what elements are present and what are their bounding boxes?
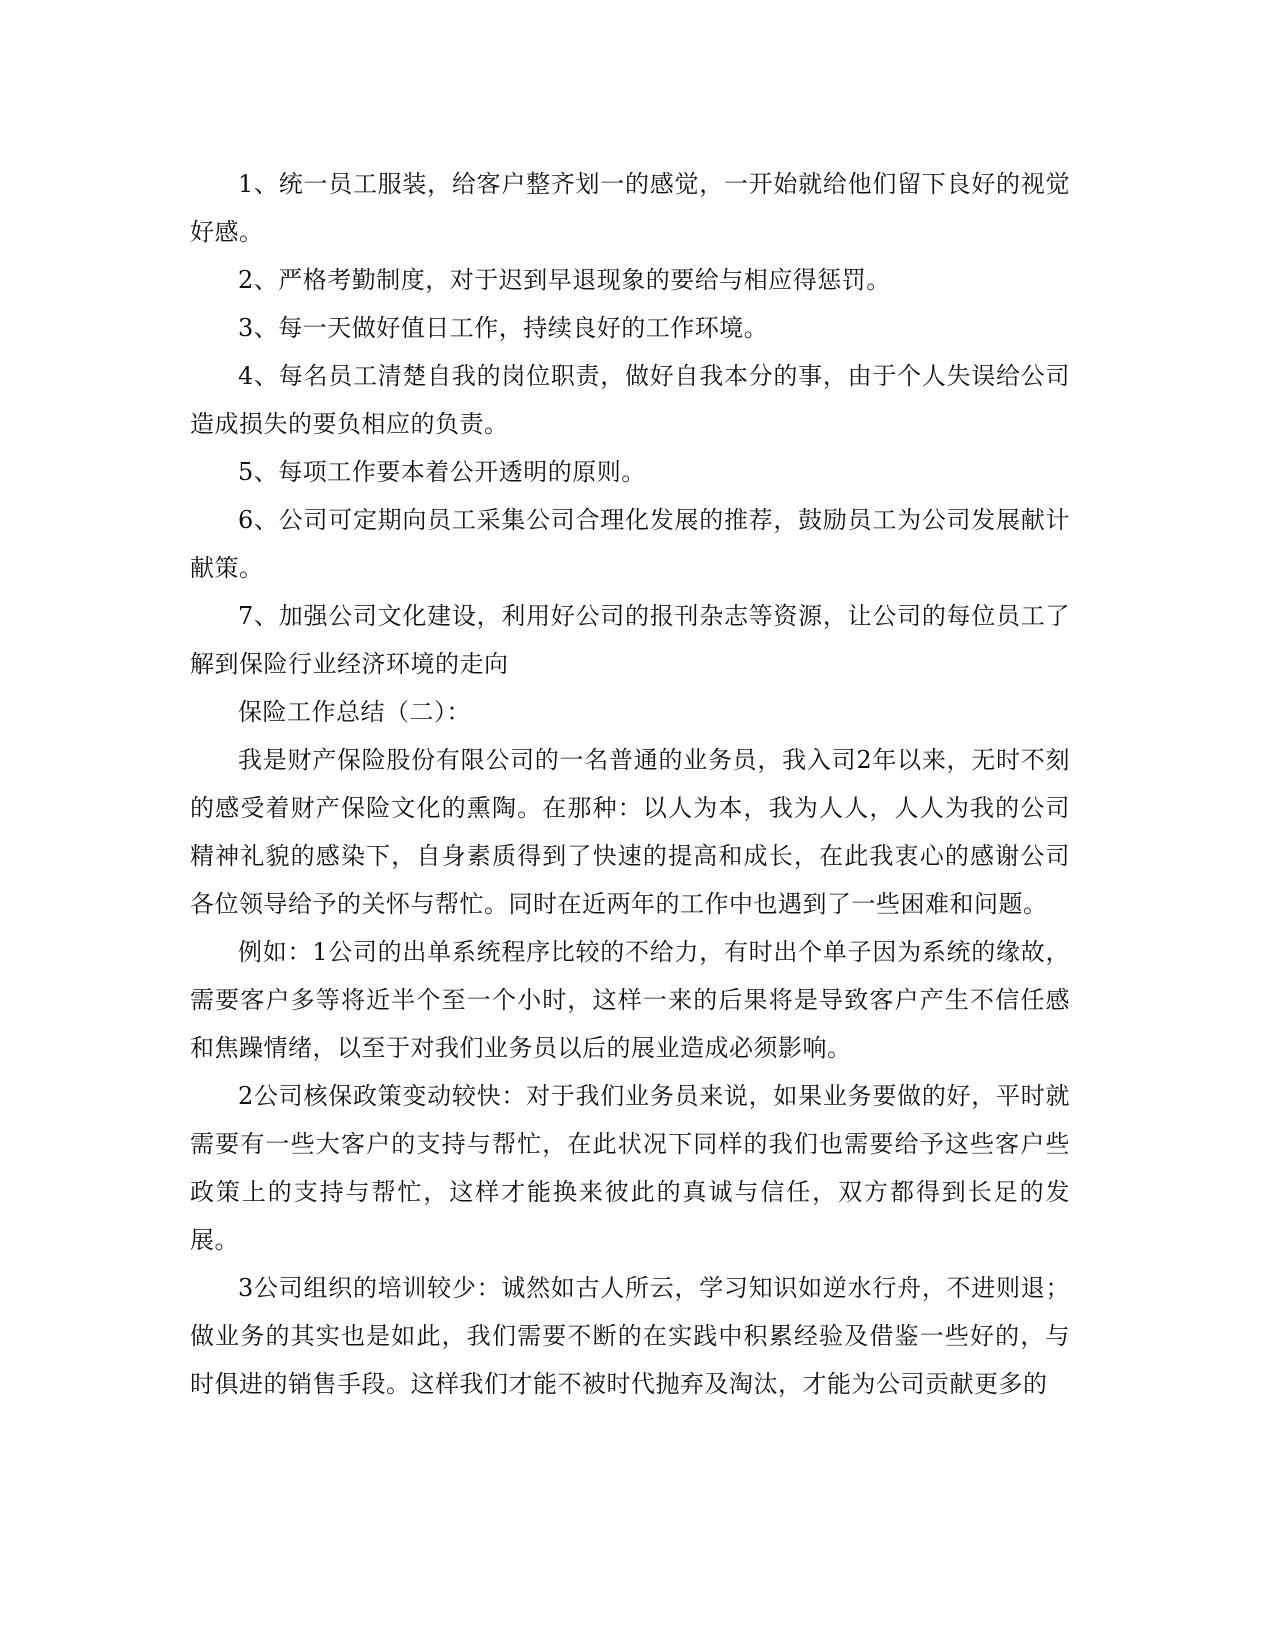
paragraph-item-7: 7、加强公司文化建设，利用好公司的报刊杂志等资源，让公司的每位员工了解到保险行业经济环境的走向 bbox=[190, 602, 1070, 678]
section-heading: 保险工作总结（二）： bbox=[238, 698, 471, 726]
paragraph-item-3: 3、每一天做好值日工作，持续良好的工作环境。 bbox=[238, 314, 769, 342]
document-body bbox=[190, 160, 1070, 1408]
paragraph-item-2: 2、严格考勤制度，对于迟到早退现象的要给与相应得惩罚。 bbox=[238, 266, 891, 294]
problem-paragraph-1: 例如：1公司的出单系统程序比较的不给力，有时出个单子因为系统的缘故，需要客户多等将近半个至一个小时，这样一来的后果将是导致客户产生不信任感和焦躁情绪，以至于对我们业务员以后的展业造成必须影响。 bbox=[190, 938, 1070, 1062]
paragraph-item-5: 5、每项工作要本着公开透明的原则。 bbox=[238, 458, 646, 486]
problem-paragraph-3: 3公司组织的培训较少：诚然如古人所云，学习知识如逆水行舟，不进则退；做业务的其实也是如此，我们需要不断的在实践中积累经验及借鉴一些好的，与时俱进的销售手段。这样我们才能不被时代抛弃及淘汰，才能为公司贡献更多的 bbox=[190, 1274, 1070, 1398]
paragraph-item-1: 1、统一员工服装，给客户整齐划一的感觉，一开始就给他们留下良好的视觉好感。 bbox=[190, 170, 1070, 246]
paragraph-item-4: 4、每名员工清楚自我的岗位职责，做好自我本分的事，由于个人失误给公司造成损失的要负相应的负责。 bbox=[190, 362, 1070, 438]
paragraph-item-6: 6、公司可定期向员工采集公司合理化发展的推荐，鼓励员工为公司发展献计献策。 bbox=[190, 506, 1070, 582]
intro-paragraph: 我是财产保险股份有限公司的一名普通的业务员，我入司2年以来，无时不刻的感受着财产保险文化的熏陶。在那种：以人为本，我为人人，人人为我的公司精神礼貌的感染下，自身素质得到了快速的提高和成长，在此我衷心的感谢公司各位领导给予的关怀与帮忙。同时在近两年的工作中也遇到了一些困难和问题。 bbox=[190, 746, 1070, 918]
problem-paragraph-2: 2公司核保政策变动较快：对于我们业务员来说，如果业务要做的好，平时就需要有一些大客户的支持与帮忙，在此状况下同样的我们也需要给予这些客户些政策上的支持与帮忙，这样才能换来彼此的真诚与信任，双方都得到长足的发展。 bbox=[190, 1082, 1070, 1254]
